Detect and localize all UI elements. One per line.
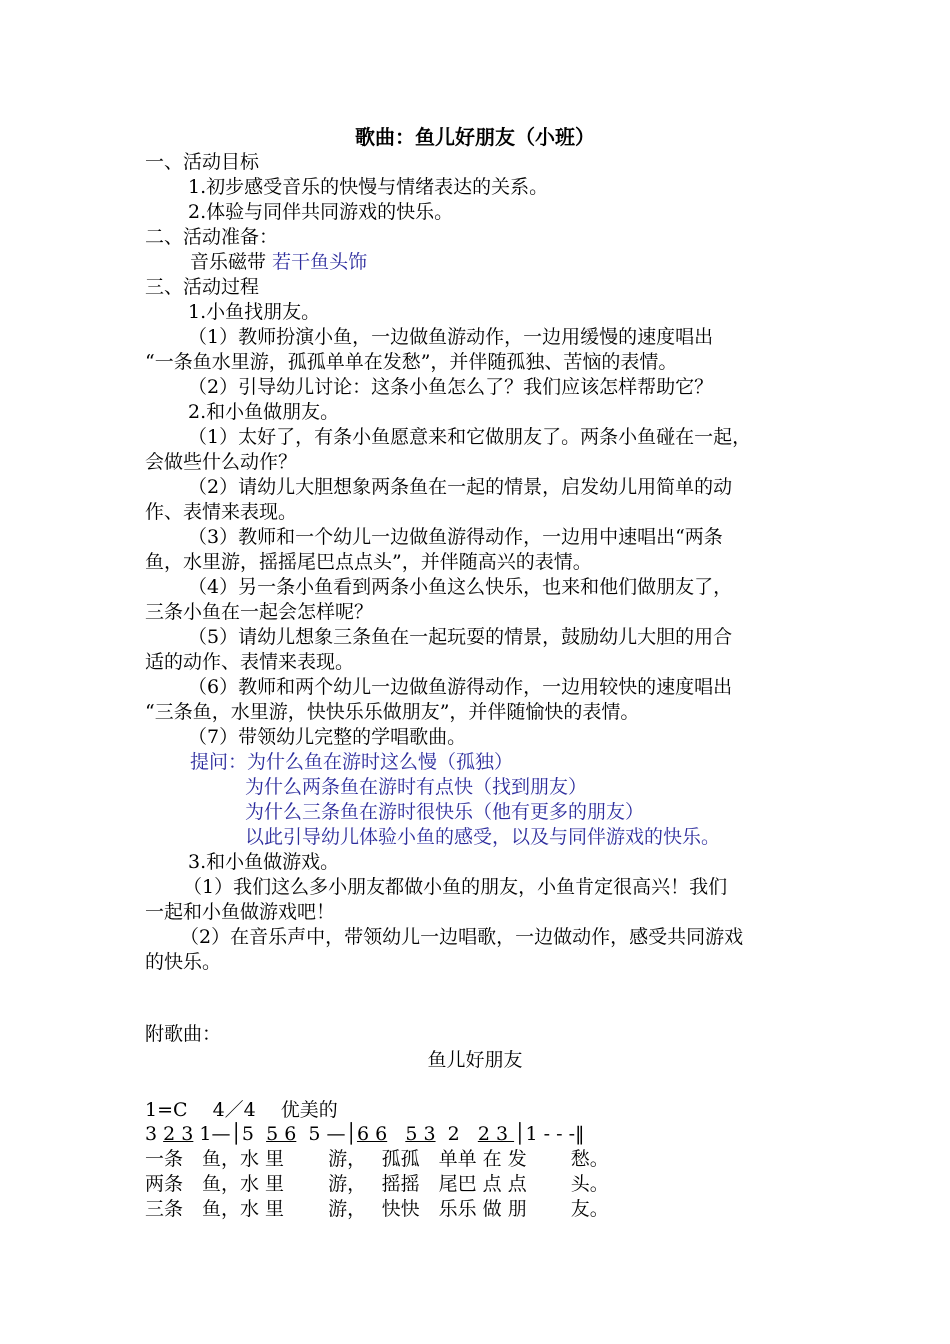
lyrics-verse-3: 三条 鱼，水 里 游， 快快 乐乐 做 朋 友。 bbox=[145, 1198, 609, 1220]
step2-item5-line1: （5）请幼儿想象三条鱼在一起玩耍的情景，鼓励幼儿大胆的用合 bbox=[188, 626, 733, 648]
note-group-1: 3 bbox=[145, 1123, 164, 1145]
question-2: 为什么两条鱼在游时有点快（找到朋友） bbox=[245, 776, 588, 798]
step2-item4-line2: 三条小鱼在一起会怎样呢？ bbox=[145, 601, 374, 623]
step2-item2-line2: 作、表情来表现。 bbox=[145, 501, 298, 523]
step2-item6-line1: （6）教师和两个幼儿一边做鱼游得动作，一边用较快的速度唱出 bbox=[188, 676, 733, 698]
step3-item1-line1: （1）我们这么多小朋友都做小鱼的朋友，小鱼肯定很高兴！我们 bbox=[183, 876, 728, 898]
note-group-4: 5 6 bbox=[266, 1123, 297, 1145]
note-group-8: 5 3 bbox=[405, 1123, 436, 1145]
step2-item6-line2: “三条鱼，水里游，快快乐乐做朋友”，并伴随愉快的表情。 bbox=[145, 701, 640, 723]
step2-item7: （7）带领幼儿完整的学唱歌曲。 bbox=[188, 726, 467, 748]
step1-heading: 1.小鱼找朋友。 bbox=[188, 301, 321, 323]
step1-item2: （2）引导幼儿讨论：这条小鱼怎么了？我们应该怎样帮助它？ bbox=[188, 376, 714, 398]
step2-item5-line2: 适的动作、表情来表现。 bbox=[145, 651, 355, 673]
process-heading: 三、活动过程 bbox=[145, 276, 260, 298]
song-title: 鱼儿好朋友 bbox=[427, 1049, 523, 1071]
goal-item-2: 2.体验与同伴共同游戏的快乐。 bbox=[188, 201, 454, 223]
prep-heading: 二、活动准备： bbox=[145, 226, 279, 248]
step2-item3-line2: 鱼，水里游，摇摇尾巴点点头”，并伴随高兴的表情。 bbox=[145, 551, 592, 573]
step2-item1-line2: 会做些什么动作？ bbox=[145, 451, 298, 473]
question-summary: 以此引导幼儿体验小鱼的感受，以及与同伴游戏的快乐。 bbox=[245, 826, 721, 848]
step2-item2-line1: （2）请幼儿大胆想象两条鱼在一起的情景，启发幼儿用简单的动 bbox=[188, 476, 733, 498]
step2-item1-line1: （1）太好了，有条小鱼愿意来和它做朋友了。两条小鱼碰在一起， bbox=[188, 426, 752, 448]
note-group-11: │1 - - -‖ bbox=[514, 1123, 585, 1145]
goal-heading: 一、活动目标 bbox=[145, 151, 260, 173]
step2-item3-line1: （3）教师和一个幼儿一边做鱼游得动作，一边用中速唱出“两条 bbox=[188, 526, 723, 548]
lyrics-verse-1: 一条 鱼，水 里 游， 孤孤 单单 在 发 愁。 bbox=[145, 1148, 609, 1170]
document-title: 歌曲：鱼儿好朋友（小班） bbox=[355, 125, 595, 149]
step3-item2-line2: 的快乐。 bbox=[145, 951, 222, 973]
song-key-meter: 1=C 4／4 优美的 bbox=[145, 1099, 338, 1121]
note-group-5: 5 —│ bbox=[296, 1123, 357, 1145]
step3-item1-line2: 一起和小鱼做游戏吧！ bbox=[145, 901, 336, 923]
question-3: 为什么三条鱼在游时很快乐（他有更多的朋友） bbox=[245, 801, 645, 823]
question-1: 提问：为什么鱼在游时这么慢（孤独） bbox=[190, 751, 514, 773]
step1-item1-line1: （1）教师扮演小鱼，一边做鱼游动作，一边用缓慢的速度唱出 bbox=[188, 326, 714, 348]
note-group-9: 2 bbox=[435, 1123, 478, 1145]
prep-materials: 音乐磁带 bbox=[190, 251, 267, 273]
step2-item4-line1: （4）另一条小鱼看到两条小鱼这么快乐，也来和他们做朋友了， bbox=[188, 576, 733, 598]
prep-headwear: 若干鱼头饰 bbox=[272, 251, 368, 273]
goal-item-1: 1.初步感受音乐的快慢与情绪表达的关系。 bbox=[188, 176, 549, 198]
step2-heading: 2.和小鱼做朋友。 bbox=[188, 401, 340, 423]
step1-item1-line2: “一条鱼水里游，孤孤单单在发愁”，并伴随孤独、苦恼的表情。 bbox=[145, 351, 678, 373]
prep-line bbox=[190, 250, 367, 274]
note-group-7 bbox=[387, 1123, 405, 1145]
note-group-2: 2 3 bbox=[163, 1123, 194, 1145]
note-group-6: 6 6 bbox=[356, 1123, 388, 1145]
song-notes bbox=[145, 1122, 585, 1146]
note-group-3: 1—│5 bbox=[193, 1123, 267, 1145]
note-group-10: 2 3 bbox=[477, 1123, 515, 1145]
appendix-label: 附歌曲： bbox=[145, 1023, 222, 1045]
lyrics-verse-2: 两条 鱼，水 里 游， 摇摇 尾巴 点 点 头。 bbox=[145, 1173, 609, 1195]
step3-heading: 3.和小鱼做游戏。 bbox=[188, 851, 340, 873]
step3-item2-line1: （2）在音乐声中，带领幼儿一边唱歌，一边做动作，感受共同游戏 bbox=[180, 926, 744, 948]
